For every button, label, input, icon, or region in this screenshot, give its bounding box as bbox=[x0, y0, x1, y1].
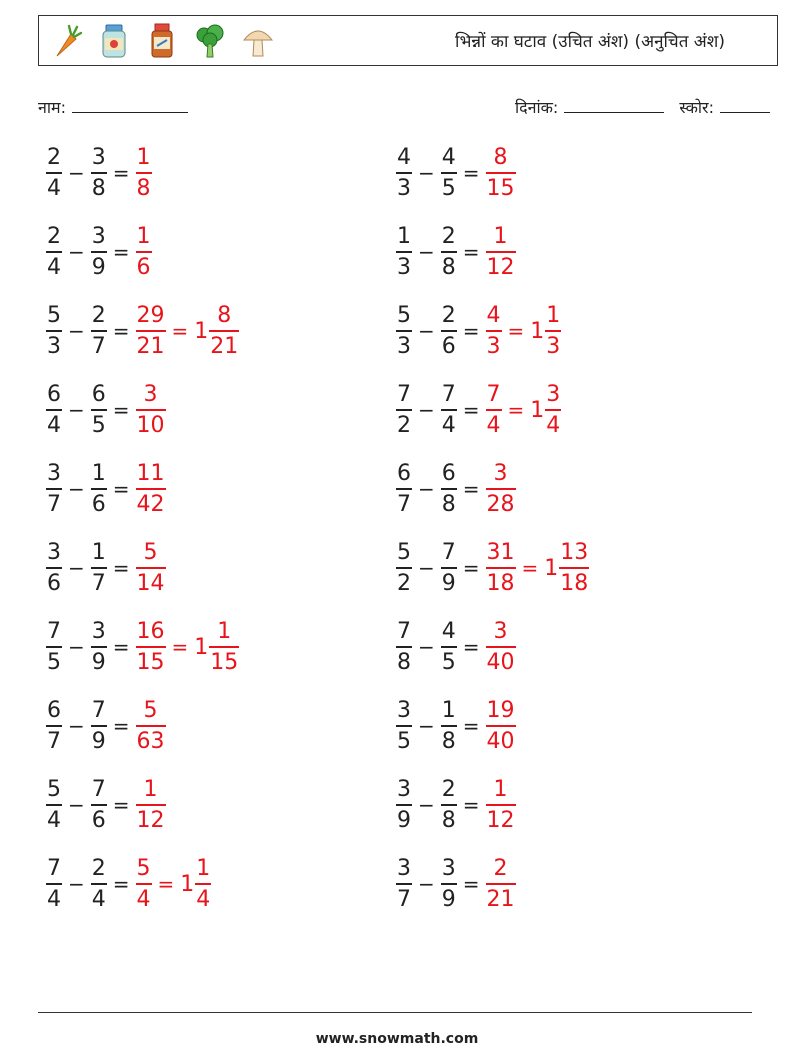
equals-sign: = bbox=[112, 398, 130, 422]
second-fraction bbox=[441, 223, 457, 280]
answer-fraction-denominator: 42 bbox=[136, 491, 165, 517]
problem-row bbox=[46, 459, 166, 519]
first-fraction bbox=[46, 855, 62, 912]
minus-sign: − bbox=[68, 556, 85, 580]
first-fraction bbox=[396, 223, 412, 280]
footer-url: www.snowmath.com bbox=[315, 1031, 479, 1047]
mixed-fraction-numerator: 3 bbox=[545, 384, 561, 411]
first-fraction-denominator: 4 bbox=[47, 886, 61, 912]
second-fraction-numerator: 4 bbox=[441, 621, 457, 648]
answer-fraction bbox=[136, 776, 166, 833]
second-fraction bbox=[441, 697, 457, 754]
answer-fraction-denominator: 15 bbox=[486, 175, 515, 201]
second-fraction bbox=[91, 144, 107, 201]
equals-sign: = bbox=[112, 872, 130, 896]
equals-sign: = bbox=[157, 872, 175, 896]
second-fraction bbox=[441, 776, 457, 833]
second-fraction-denominator: 8 bbox=[91, 175, 106, 201]
second-fraction bbox=[91, 381, 107, 438]
answer-fraction-numerator: 3 bbox=[486, 621, 516, 648]
problem-row bbox=[46, 775, 166, 835]
minus-sign: − bbox=[418, 161, 435, 185]
second-fraction bbox=[441, 381, 457, 438]
first-fraction bbox=[396, 776, 412, 833]
answer-fraction-denominator: 4 bbox=[486, 412, 501, 438]
answer-fraction bbox=[486, 223, 516, 280]
answer-fraction bbox=[136, 302, 166, 359]
score-label: स्कोर: bbox=[679, 98, 714, 117]
equals-sign: = bbox=[112, 161, 130, 185]
second-fraction-numerator: 3 bbox=[91, 147, 107, 174]
first-fraction-numerator: 3 bbox=[46, 542, 62, 569]
first-fraction-denominator: 6 bbox=[47, 570, 61, 596]
first-fraction bbox=[46, 697, 62, 754]
first-fraction-numerator: 3 bbox=[396, 700, 412, 727]
first-fraction-denominator: 5 bbox=[47, 649, 61, 675]
minus-sign: − bbox=[68, 635, 85, 659]
first-fraction-denominator: 7 bbox=[47, 728, 61, 754]
equals-sign: = bbox=[462, 240, 480, 264]
first-fraction-denominator: 7 bbox=[47, 491, 61, 517]
answer-fraction-denominator: 15 bbox=[136, 649, 165, 675]
first-fraction-numerator: 5 bbox=[396, 305, 412, 332]
answer-fraction bbox=[486, 618, 516, 675]
mixed-whole-number: 1 bbox=[194, 634, 209, 660]
minus-sign: − bbox=[68, 477, 85, 501]
minus-sign: − bbox=[68, 240, 85, 264]
first-fraction bbox=[46, 381, 62, 438]
answer-fraction-numerator: 5 bbox=[136, 700, 166, 727]
answer-fraction bbox=[136, 697, 166, 754]
second-fraction-denominator: 6 bbox=[441, 333, 456, 359]
minus-sign: − bbox=[418, 319, 435, 343]
first-fraction-numerator: 1 bbox=[396, 226, 412, 253]
first-fraction-denominator: 4 bbox=[47, 807, 61, 833]
second-fraction bbox=[91, 776, 107, 833]
first-fraction bbox=[46, 618, 62, 675]
second-fraction-numerator: 2 bbox=[441, 226, 457, 253]
answer-fraction-numerator: 4 bbox=[486, 305, 502, 332]
first-fraction bbox=[396, 144, 412, 201]
first-fraction-numerator: 7 bbox=[46, 621, 62, 648]
second-fraction-numerator: 2 bbox=[441, 779, 457, 806]
equals-sign: = bbox=[112, 793, 130, 817]
answer-fraction bbox=[136, 618, 166, 675]
answer-fraction-numerator: 1 bbox=[136, 779, 166, 806]
second-fraction bbox=[441, 618, 457, 675]
second-fraction bbox=[441, 460, 457, 517]
worksheet-header bbox=[38, 15, 778, 66]
first-fraction bbox=[396, 618, 412, 675]
mixed-whole-number: 1 bbox=[180, 871, 195, 897]
problem-row bbox=[396, 459, 516, 519]
first-fraction-numerator: 5 bbox=[46, 305, 62, 332]
problem-row bbox=[46, 143, 152, 203]
second-fraction-denominator: 8 bbox=[441, 254, 456, 280]
second-fraction-numerator: 1 bbox=[441, 700, 457, 727]
problem-row bbox=[396, 775, 516, 835]
second-fraction bbox=[91, 302, 107, 359]
second-fraction-denominator: 5 bbox=[441, 649, 456, 675]
problem-row bbox=[396, 301, 561, 361]
first-fraction-numerator: 5 bbox=[396, 542, 412, 569]
second-fraction-numerator: 3 bbox=[91, 226, 107, 253]
second-fraction-denominator: 8 bbox=[441, 491, 456, 517]
answer-fraction-numerator: 1 bbox=[486, 226, 516, 253]
date-blank bbox=[564, 97, 664, 113]
first-fraction bbox=[396, 697, 412, 754]
second-fraction bbox=[441, 539, 457, 596]
first-fraction-denominator: 3 bbox=[397, 254, 411, 280]
answer-fraction-numerator: 1 bbox=[136, 226, 152, 253]
first-fraction bbox=[46, 144, 62, 201]
first-fraction-numerator: 6 bbox=[46, 384, 62, 411]
answer-fraction-numerator: 29 bbox=[136, 305, 166, 332]
minus-sign: − bbox=[418, 240, 435, 264]
problem-row bbox=[46, 617, 239, 677]
answer-fraction-denominator: 21 bbox=[136, 333, 165, 359]
second-fraction-denominator: 8 bbox=[441, 807, 456, 833]
mixed-fraction bbox=[209, 302, 239, 359]
medicine-bottle-icon bbox=[145, 22, 179, 60]
equals-sign: = bbox=[462, 398, 480, 422]
first-fraction-denominator: 8 bbox=[397, 649, 411, 675]
mixed-fraction bbox=[545, 302, 561, 359]
second-fraction bbox=[441, 302, 457, 359]
second-fraction bbox=[91, 855, 107, 912]
first-fraction-numerator: 6 bbox=[396, 463, 412, 490]
answer-fraction-numerator: 7 bbox=[486, 384, 502, 411]
answer-fraction-numerator: 5 bbox=[136, 858, 152, 885]
answer-fraction bbox=[136, 223, 152, 280]
score-blank bbox=[720, 97, 770, 113]
minus-sign: − bbox=[68, 161, 85, 185]
answer-fraction bbox=[136, 144, 152, 201]
second-fraction-numerator: 2 bbox=[91, 858, 107, 885]
second-fraction-denominator: 4 bbox=[91, 886, 106, 912]
equals-sign: = bbox=[462, 319, 480, 343]
problem-row bbox=[396, 696, 516, 756]
second-fraction-numerator: 6 bbox=[441, 463, 457, 490]
minus-sign: − bbox=[418, 714, 435, 738]
answer-fraction bbox=[486, 855, 516, 912]
jam-jar-icon bbox=[97, 22, 131, 60]
first-fraction-numerator: 7 bbox=[396, 384, 412, 411]
second-fraction-denominator: 6 bbox=[91, 491, 106, 517]
answer-fraction-numerator: 19 bbox=[486, 700, 516, 727]
equals-sign: = bbox=[507, 319, 525, 343]
answer-fraction-denominator: 12 bbox=[136, 807, 165, 833]
first-fraction-numerator: 3 bbox=[396, 858, 412, 885]
minus-sign: − bbox=[418, 793, 435, 817]
first-fraction bbox=[46, 302, 62, 359]
date-score-field bbox=[515, 96, 770, 118]
problem-row bbox=[46, 380, 166, 440]
first-fraction-numerator: 2 bbox=[46, 147, 62, 174]
first-fraction-denominator: 4 bbox=[47, 412, 61, 438]
first-fraction-denominator: 7 bbox=[397, 886, 411, 912]
equals-sign: = bbox=[462, 872, 480, 896]
mixed-fraction-denominator: 4 bbox=[546, 412, 561, 438]
second-fraction-denominator: 9 bbox=[91, 649, 106, 675]
footer-divider bbox=[38, 1012, 752, 1013]
problem-row bbox=[396, 854, 516, 914]
answer-fraction bbox=[486, 381, 502, 438]
second-fraction bbox=[91, 539, 107, 596]
minus-sign: − bbox=[418, 477, 435, 501]
second-fraction-numerator: 4 bbox=[441, 147, 457, 174]
second-fraction-denominator: 5 bbox=[91, 412, 106, 438]
second-fraction-denominator: 8 bbox=[441, 728, 456, 754]
first-fraction-denominator: 4 bbox=[47, 254, 61, 280]
mixed-fraction-denominator: 18 bbox=[560, 570, 589, 596]
answer-fraction bbox=[136, 460, 166, 517]
first-fraction-denominator: 5 bbox=[397, 728, 411, 754]
equals-sign: = bbox=[112, 556, 130, 580]
first-fraction bbox=[396, 539, 412, 596]
first-fraction bbox=[396, 381, 412, 438]
mixed-fraction-denominator: 4 bbox=[196, 886, 211, 912]
mixed-fraction-denominator: 15 bbox=[210, 649, 239, 675]
first-fraction bbox=[46, 223, 62, 280]
mixed-fraction bbox=[209, 618, 239, 675]
equals-sign: = bbox=[112, 635, 130, 659]
second-fraction bbox=[441, 855, 457, 912]
first-fraction-denominator: 9 bbox=[397, 807, 411, 833]
second-fraction bbox=[441, 144, 457, 201]
second-fraction-numerator: 7 bbox=[91, 779, 107, 806]
answer-fraction bbox=[486, 697, 516, 754]
mixed-fraction-denominator: 3 bbox=[546, 333, 561, 359]
second-fraction-numerator: 2 bbox=[91, 305, 107, 332]
answer-fraction-numerator: 1 bbox=[136, 147, 152, 174]
mixed-fraction-numerator: 1 bbox=[545, 305, 561, 332]
answer-fraction bbox=[486, 144, 516, 201]
first-fraction-numerator: 3 bbox=[396, 779, 412, 806]
mixed-fraction bbox=[559, 539, 589, 596]
second-fraction-denominator: 9 bbox=[441, 886, 456, 912]
second-fraction-numerator: 3 bbox=[91, 621, 107, 648]
second-fraction-denominator: 7 bbox=[91, 333, 106, 359]
problem-row bbox=[396, 617, 516, 677]
second-fraction-numerator: 7 bbox=[441, 384, 457, 411]
second-fraction bbox=[91, 618, 107, 675]
first-fraction bbox=[46, 460, 62, 517]
first-fraction-numerator: 7 bbox=[396, 621, 412, 648]
first-fraction-numerator: 6 bbox=[46, 700, 62, 727]
mixed-fraction-numerator: 13 bbox=[559, 542, 589, 569]
first-fraction-denominator: 2 bbox=[397, 570, 411, 596]
equals-sign: = bbox=[462, 477, 480, 501]
second-fraction-denominator: 9 bbox=[91, 728, 106, 754]
first-fraction-denominator: 2 bbox=[397, 412, 411, 438]
first-fraction-numerator: 4 bbox=[396, 147, 412, 174]
first-fraction-denominator: 3 bbox=[47, 333, 61, 359]
answer-fraction bbox=[486, 302, 502, 359]
equals-sign: = bbox=[462, 793, 480, 817]
answer-fraction bbox=[486, 460, 516, 517]
mixed-fraction bbox=[195, 855, 211, 912]
answer-fraction-denominator: 10 bbox=[136, 412, 165, 438]
answer-fraction-denominator: 3 bbox=[486, 333, 501, 359]
first-fraction-denominator: 4 bbox=[47, 175, 61, 201]
answer-fraction bbox=[486, 539, 516, 596]
equals-sign: = bbox=[462, 635, 480, 659]
problem-row bbox=[396, 222, 516, 282]
minus-sign: − bbox=[68, 714, 85, 738]
equals-sign: = bbox=[171, 635, 189, 659]
first-fraction-denominator: 3 bbox=[397, 333, 411, 359]
mixed-fraction-numerator: 1 bbox=[209, 621, 239, 648]
problem-row bbox=[46, 222, 152, 282]
problem-row bbox=[46, 538, 166, 598]
mixed-whole-number: 1 bbox=[544, 555, 559, 581]
minus-sign: − bbox=[418, 398, 435, 422]
answer-fraction-denominator: 4 bbox=[136, 886, 151, 912]
minus-sign: − bbox=[68, 319, 85, 343]
problem-row bbox=[46, 301, 239, 361]
name-label: नाम: bbox=[38, 98, 66, 117]
answer-fraction bbox=[136, 381, 166, 438]
equals-sign: = bbox=[521, 556, 539, 580]
equals-sign: = bbox=[171, 319, 189, 343]
answer-fraction-denominator: 40 bbox=[486, 728, 515, 754]
answer-fraction-denominator: 18 bbox=[486, 570, 515, 596]
answer-fraction-numerator: 1 bbox=[486, 779, 516, 806]
date-label: दिनांक: bbox=[514, 98, 559, 117]
second-fraction bbox=[91, 460, 107, 517]
problem-row bbox=[396, 143, 516, 203]
answer-fraction bbox=[136, 539, 166, 596]
second-fraction bbox=[91, 697, 107, 754]
second-fraction-numerator: 1 bbox=[91, 542, 107, 569]
answer-fraction bbox=[486, 776, 516, 833]
first-fraction bbox=[396, 302, 412, 359]
mixed-fraction-numerator: 8 bbox=[209, 305, 239, 332]
answer-fraction-denominator: 8 bbox=[136, 175, 151, 201]
equals-sign: = bbox=[112, 477, 130, 501]
name-blank bbox=[72, 97, 188, 113]
minus-sign: − bbox=[68, 398, 85, 422]
first-fraction-denominator: 7 bbox=[397, 491, 411, 517]
minus-sign: − bbox=[418, 556, 435, 580]
answer-fraction-numerator: 11 bbox=[136, 463, 166, 490]
name-field bbox=[38, 96, 188, 118]
second-fraction-denominator: 5 bbox=[441, 175, 456, 201]
answer-fraction bbox=[136, 855, 152, 912]
second-fraction-numerator: 6 bbox=[91, 384, 107, 411]
equals-sign: = bbox=[462, 556, 480, 580]
answer-fraction-numerator: 3 bbox=[136, 384, 166, 411]
second-fraction-denominator: 9 bbox=[91, 254, 106, 280]
mixed-fraction-numerator: 1 bbox=[195, 858, 211, 885]
carrot-icon bbox=[49, 22, 83, 60]
minus-sign: − bbox=[68, 872, 85, 896]
mixed-whole-number: 1 bbox=[194, 318, 209, 344]
second-fraction bbox=[91, 223, 107, 280]
problem-row bbox=[396, 380, 561, 440]
problem-row bbox=[46, 854, 211, 914]
answer-fraction-denominator: 63 bbox=[136, 728, 165, 754]
second-fraction-denominator: 4 bbox=[441, 412, 456, 438]
first-fraction bbox=[46, 776, 62, 833]
answer-fraction-denominator: 6 bbox=[136, 254, 151, 280]
second-fraction-denominator: 7 bbox=[91, 570, 106, 596]
answer-fraction-numerator: 16 bbox=[136, 621, 166, 648]
answer-fraction-denominator: 40 bbox=[486, 649, 515, 675]
minus-sign: − bbox=[68, 793, 85, 817]
first-fraction-denominator: 3 bbox=[397, 175, 411, 201]
answer-fraction-denominator: 28 bbox=[486, 491, 515, 517]
mixed-fraction bbox=[545, 381, 561, 438]
equals-sign: = bbox=[112, 714, 130, 738]
first-fraction bbox=[396, 855, 412, 912]
second-fraction-numerator: 3 bbox=[441, 858, 457, 885]
first-fraction-numerator: 3 bbox=[46, 463, 62, 490]
minus-sign: − bbox=[418, 872, 435, 896]
answer-fraction-denominator: 14 bbox=[136, 570, 165, 596]
first-fraction-numerator: 2 bbox=[46, 226, 62, 253]
first-fraction-numerator: 5 bbox=[46, 779, 62, 806]
second-fraction-numerator: 1 bbox=[91, 463, 107, 490]
second-fraction-numerator: 7 bbox=[441, 542, 457, 569]
second-fraction-denominator: 9 bbox=[441, 570, 456, 596]
answer-fraction-denominator: 21 bbox=[486, 886, 515, 912]
equals-sign: = bbox=[462, 714, 480, 738]
second-fraction-denominator: 6 bbox=[91, 807, 106, 833]
second-fraction-numerator: 2 bbox=[441, 305, 457, 332]
answer-fraction-numerator: 3 bbox=[486, 463, 516, 490]
answer-fraction-numerator: 8 bbox=[486, 147, 516, 174]
equals-sign: = bbox=[112, 319, 130, 343]
answer-fraction-numerator: 2 bbox=[486, 858, 516, 885]
answer-fraction-denominator: 12 bbox=[486, 807, 515, 833]
first-fraction-numerator: 7 bbox=[46, 858, 62, 885]
equals-sign: = bbox=[462, 161, 480, 185]
first-fraction bbox=[46, 539, 62, 596]
header-icons bbox=[49, 22, 275, 60]
minus-sign: − bbox=[418, 635, 435, 659]
equals-sign: = bbox=[507, 398, 525, 422]
answer-fraction-numerator: 31 bbox=[486, 542, 516, 569]
answer-fraction-numerator: 5 bbox=[136, 542, 166, 569]
mixed-whole-number: 1 bbox=[530, 318, 545, 344]
equals-sign: = bbox=[112, 240, 130, 264]
problem-row bbox=[46, 696, 166, 756]
mixed-fraction-denominator: 21 bbox=[210, 333, 239, 359]
answer-fraction-denominator: 12 bbox=[486, 254, 515, 280]
worksheet-title: भिन्नों का घटाव (उचित अंश) (अनुचित अंश) bbox=[455, 32, 725, 52]
broccoli-icon bbox=[193, 22, 227, 60]
problem-row bbox=[396, 538, 589, 598]
mushroom-icon bbox=[241, 22, 275, 60]
mixed-whole-number: 1 bbox=[530, 397, 545, 423]
second-fraction-numerator: 7 bbox=[91, 700, 107, 727]
first-fraction bbox=[396, 460, 412, 517]
